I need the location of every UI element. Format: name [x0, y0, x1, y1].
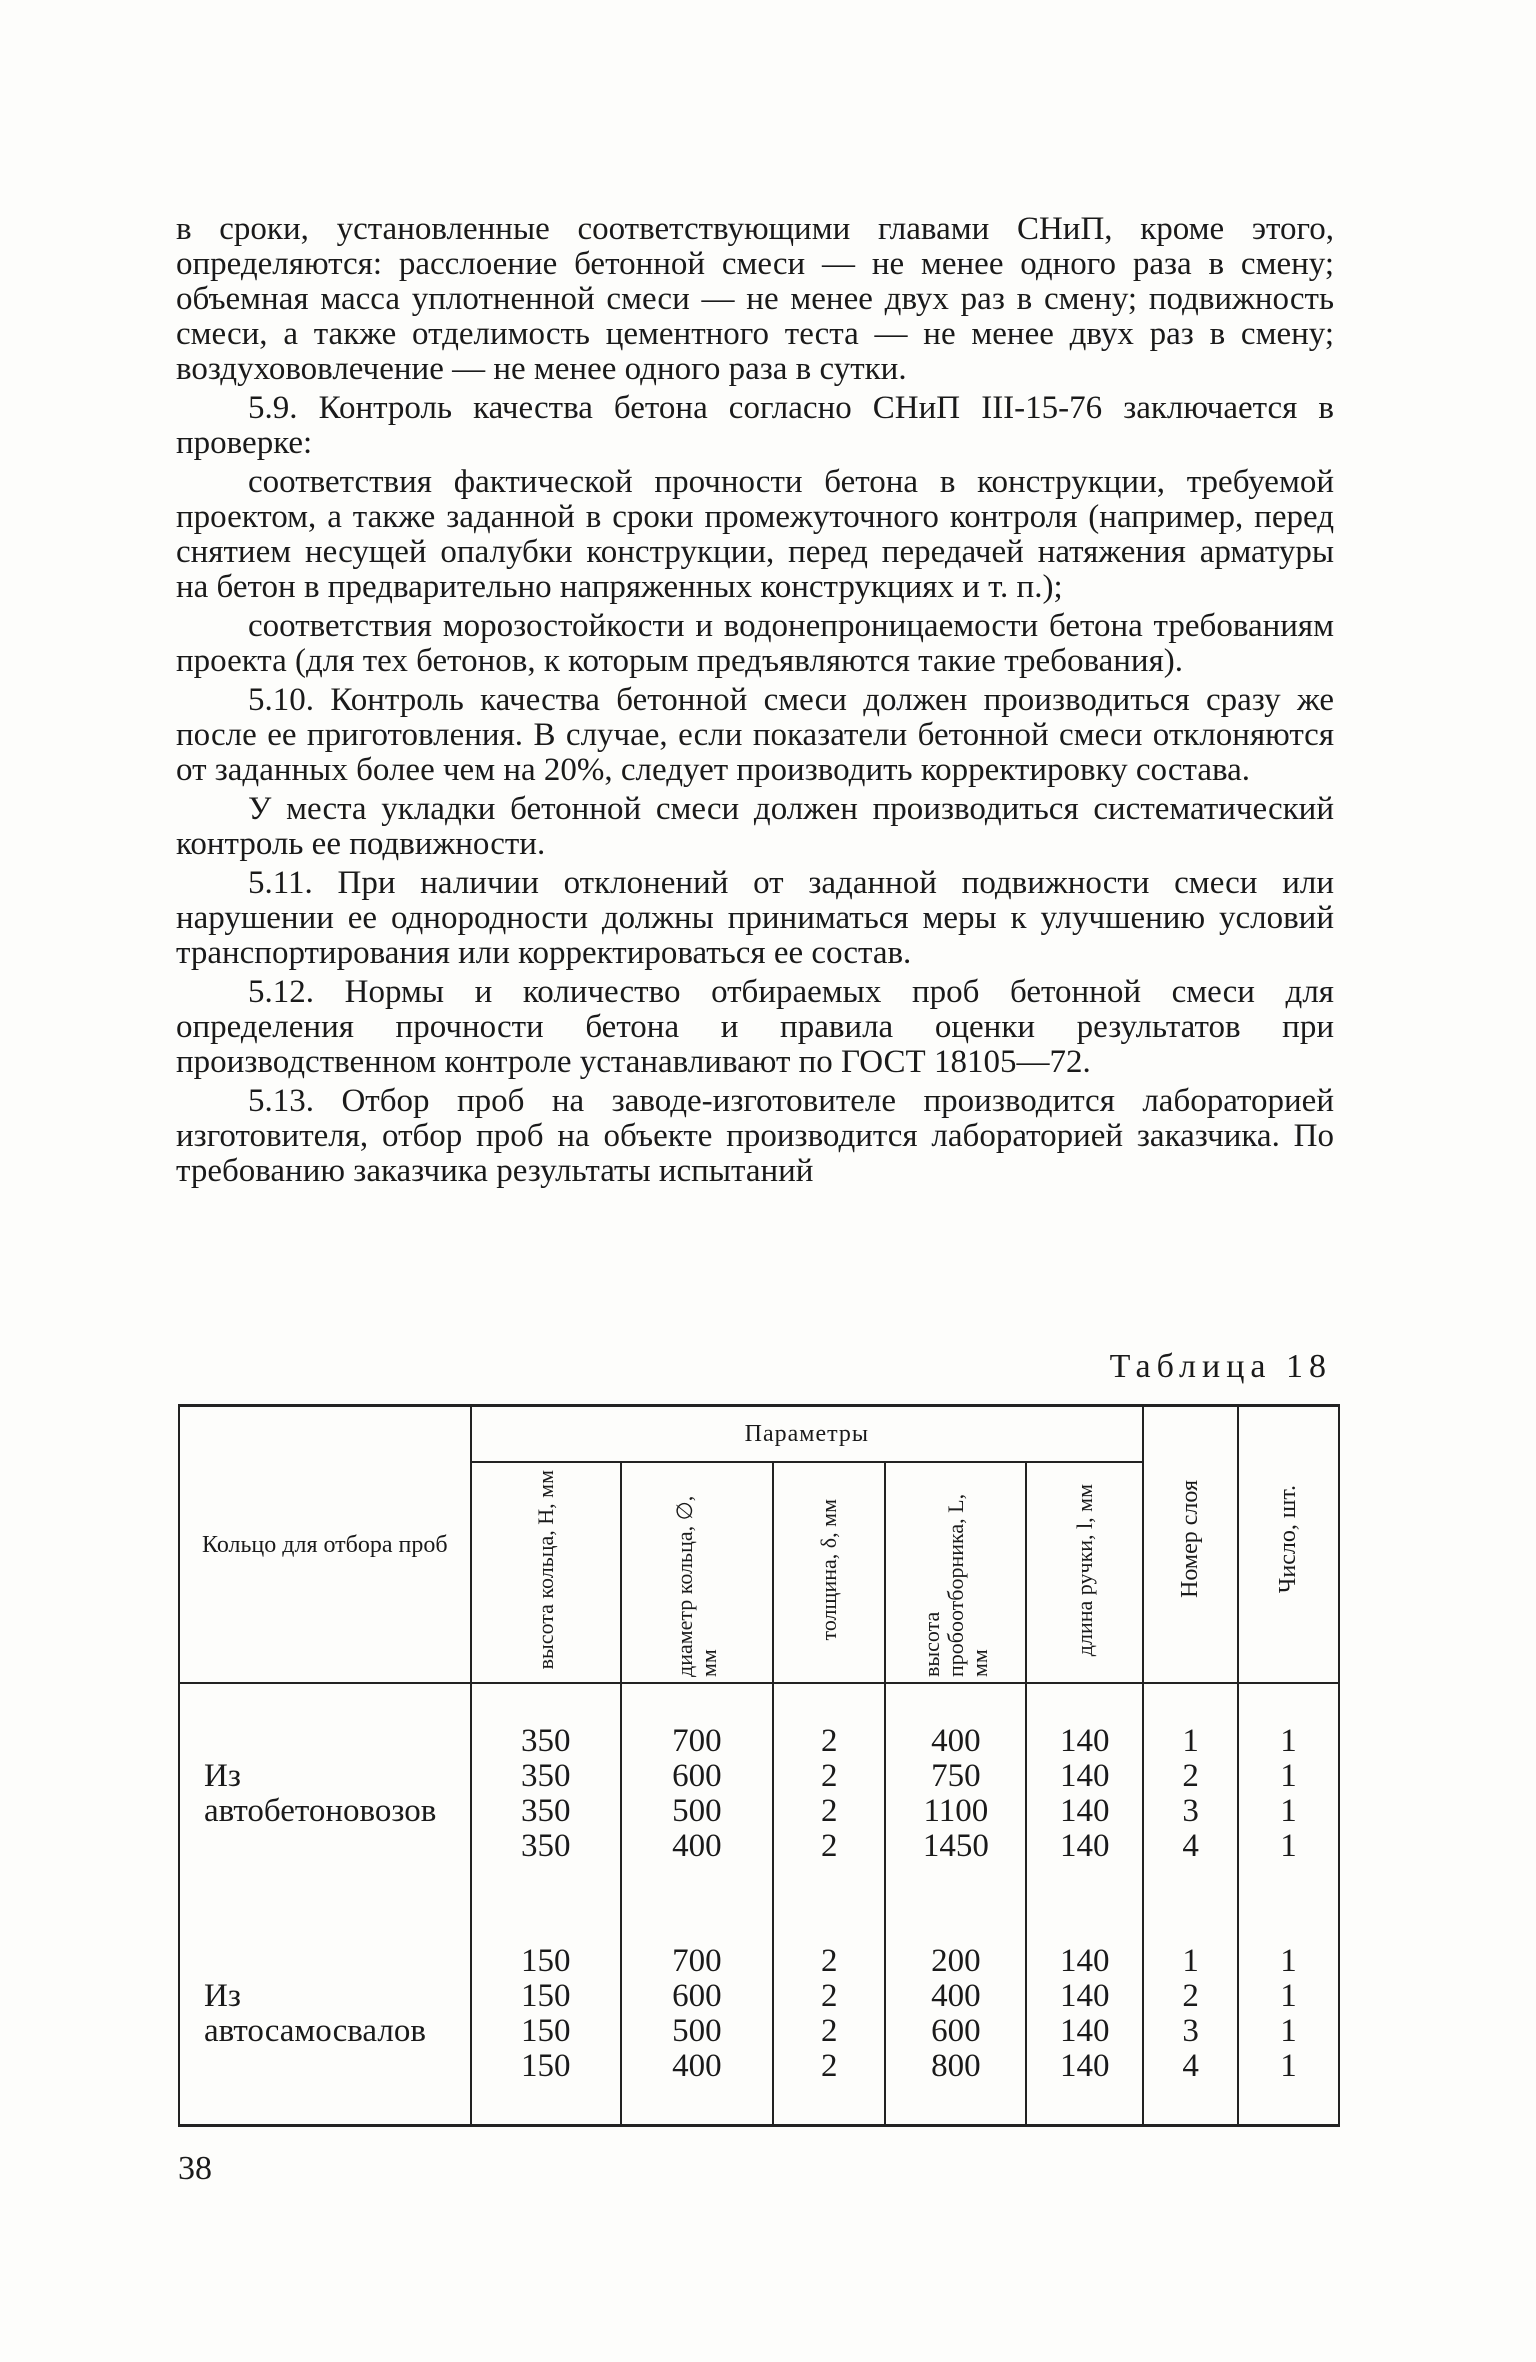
cell-value: 3 [1182, 2013, 1199, 2049]
cell-value: 400 [931, 1723, 981, 1759]
cell-value: 2 [820, 1943, 838, 1979]
col-sampler-height [885, 1683, 1026, 1904]
cell-value: 2 [820, 2013, 838, 2049]
cell-value: 1100 [923, 1793, 989, 1829]
cell-value: 1 [1280, 1723, 1297, 1759]
cell-value: 1450 [922, 1828, 989, 1864]
cell-value: 350 [520, 1758, 571, 1794]
cell-value: 1 [1280, 1793, 1297, 1829]
param-header-diameter: диаметр кольца, ∅, мм [671, 1495, 721, 1677]
param-header-sampler-height: высота пробоотборника, L, мм [918, 1493, 992, 1677]
cell-value: 1 [1280, 2048, 1297, 2084]
body-text [176, 212, 1334, 1193]
cell-value: 140 [1059, 1978, 1110, 2014]
cell-value: 350 [520, 1723, 571, 1759]
paragraph: соответствия фактической прочности бетона в конструкции, требуемой проектом, а также заданной в сроки промежуточного контроля (например, перед снятием несущей опалубки конструкции, перед передачей натяжения арматуры на бетон в предварительно напряженных конструкциях и т. п.); [176, 464, 1334, 605]
cell-value: 800 [931, 2048, 981, 2084]
cell-value: 200 [931, 1943, 981, 1979]
param-header-height: высота кольца, H, мм [532, 1470, 558, 1670]
cell-value: 600 [931, 2013, 981, 2049]
sampling-ring-table [178, 1404, 1340, 2127]
cell-value: 1 [1280, 2013, 1297, 2049]
table-row [179, 1904, 1339, 2126]
paragraph: 5.13. Отбор проб на заводе-изготовителе производится лабораторией изготовителя, отбор проб на объекте производится лабораторией заказчика. По требованию заказчика результаты испытаний [176, 1083, 1334, 1189]
cell-value: 140 [1059, 1793, 1110, 1829]
count-header: Число, шт. [1275, 1484, 1302, 1594]
cell-value: 140 [1059, 1723, 1110, 1759]
cell-value: 1 [1280, 1943, 1297, 1979]
table-row [179, 1683, 1339, 1904]
col-sampler-height [885, 1904, 1026, 2126]
cell-value: 140 [1059, 1758, 1110, 1794]
col-height [471, 1683, 621, 1904]
cell-value: 500 [672, 2013, 722, 2049]
cell-value: 140 [1059, 2013, 1110, 2049]
ring-name: Из автобетоновозов [179, 1683, 471, 1904]
col-height [471, 1904, 621, 2126]
cell-value: 140 [1059, 2048, 1110, 2084]
cell-value: 350 [520, 1793, 571, 1829]
cell-value: 140 [1059, 1828, 1110, 1864]
col-layer [1143, 1683, 1238, 1904]
col-thickness [773, 1683, 885, 1904]
table-caption: Таблица 18 [1109, 1348, 1332, 1385]
param-header-handle-length: длина ручки, l, мм [1071, 1483, 1097, 1657]
col-thickness [773, 1904, 885, 2126]
cell-value: 2 [820, 1758, 838, 1794]
params-header: Параметры [471, 1406, 1144, 1463]
cell-value: 500 [672, 1793, 722, 1829]
cell-value: 140 [1059, 1943, 1110, 1979]
paragraph: 5.12. Нормы и количество отбираемых проб бетонной смеси для определения прочности бетона и правила оценки результатов при производственном контроле устанавливают по ГОСТ 18105—72. [176, 974, 1334, 1080]
cell-value: 1 [1280, 1758, 1297, 1794]
cell-value: 4 [1182, 2048, 1199, 2084]
col-count [1238, 1683, 1339, 1904]
paragraph: в сроки, установленные соответствующими главами СНиП, кроме этого, определяются: расслоение бетонной смеси — не менее одного раза в смену; объемная масса уплотненной смеси — не менее двух раз в смену; подвижность смеси, а также отделимость цементного теста — не менее двух раз в смену; воздухововлечение — не менее одного раза в сутки. [176, 211, 1334, 387]
paragraph: У места укладки бетонной смеси должен производиться систематический контроль ее подвижности. [176, 791, 1334, 862]
paragraph: 5.10. Контроль качества бетонной смеси должен производиться сразу же после ее приготовления. В случае, если показатели бетонной смеси отклоняются от заданных более чем на 20%, следует производить корректировку состава. [176, 682, 1334, 788]
cell-value: 1 [1280, 1828, 1297, 1864]
page-number: 38 [178, 2150, 212, 2187]
col-handle-length [1026, 1683, 1143, 1904]
cell-value: 1 [1182, 1723, 1199, 1759]
cell-value: 3 [1182, 1793, 1199, 1829]
cell-value: 600 [672, 1758, 722, 1794]
cell-value: 2 [1182, 1758, 1199, 1794]
ring-header: Кольцо для отбора проб [179, 1406, 471, 1684]
cell-value: 400 [672, 2048, 722, 2084]
cell-value: 700 [672, 1943, 722, 1979]
cell-value: 400 [672, 1828, 722, 1864]
cell-value: 2 [820, 2048, 838, 2084]
col-handle-length [1026, 1904, 1143, 2126]
cell-value: 750 [931, 1758, 981, 1794]
col-layer [1143, 1904, 1238, 2126]
cell-value: 400 [931, 1978, 981, 2014]
cell-value: 1 [1182, 1943, 1199, 1979]
cell-value: 150 [520, 2048, 571, 2084]
col-diameter [621, 1904, 773, 2126]
cell-value: 150 [520, 2013, 571, 2049]
cell-value: 4 [1182, 1828, 1199, 1864]
cell-value: 2 [1182, 1978, 1199, 2014]
cell-value: 2 [820, 1978, 838, 2014]
cell-value: 2 [820, 1828, 838, 1864]
cell-value: 600 [672, 1978, 722, 2014]
cell-value: 700 [672, 1723, 722, 1759]
cell-value: 2 [820, 1793, 838, 1829]
paragraph: соответствия морозостойкости и водонепроницаемости бетона требованиям проекта (для тех бетонов, к которым предъявляются такие требования). [176, 608, 1334, 679]
param-header-thickness: толщина, δ, мм [816, 1499, 842, 1641]
paragraph: 5.9. Контроль качества бетона согласно СНиП III-15-76 заключается в проверке: [176, 390, 1334, 461]
ring-name: Из автосамосвалов [179, 1904, 471, 2126]
col-count [1238, 1904, 1339, 2126]
cell-value: 1 [1280, 1978, 1297, 2014]
cell-value: 2 [820, 1723, 838, 1759]
paragraph: 5.11. При наличии отклонений от заданной подвижности смеси или нарушении ее однородности должны приниматься меры к улучшению условий транспортирования или корректироваться ее состав. [176, 865, 1334, 971]
cell-value: 150 [520, 1978, 571, 2014]
cell-value: 150 [520, 1943, 571, 1979]
layer-header: Номер слоя [1177, 1480, 1204, 1598]
cell-value: 350 [520, 1828, 571, 1864]
col-diameter [621, 1683, 773, 1904]
